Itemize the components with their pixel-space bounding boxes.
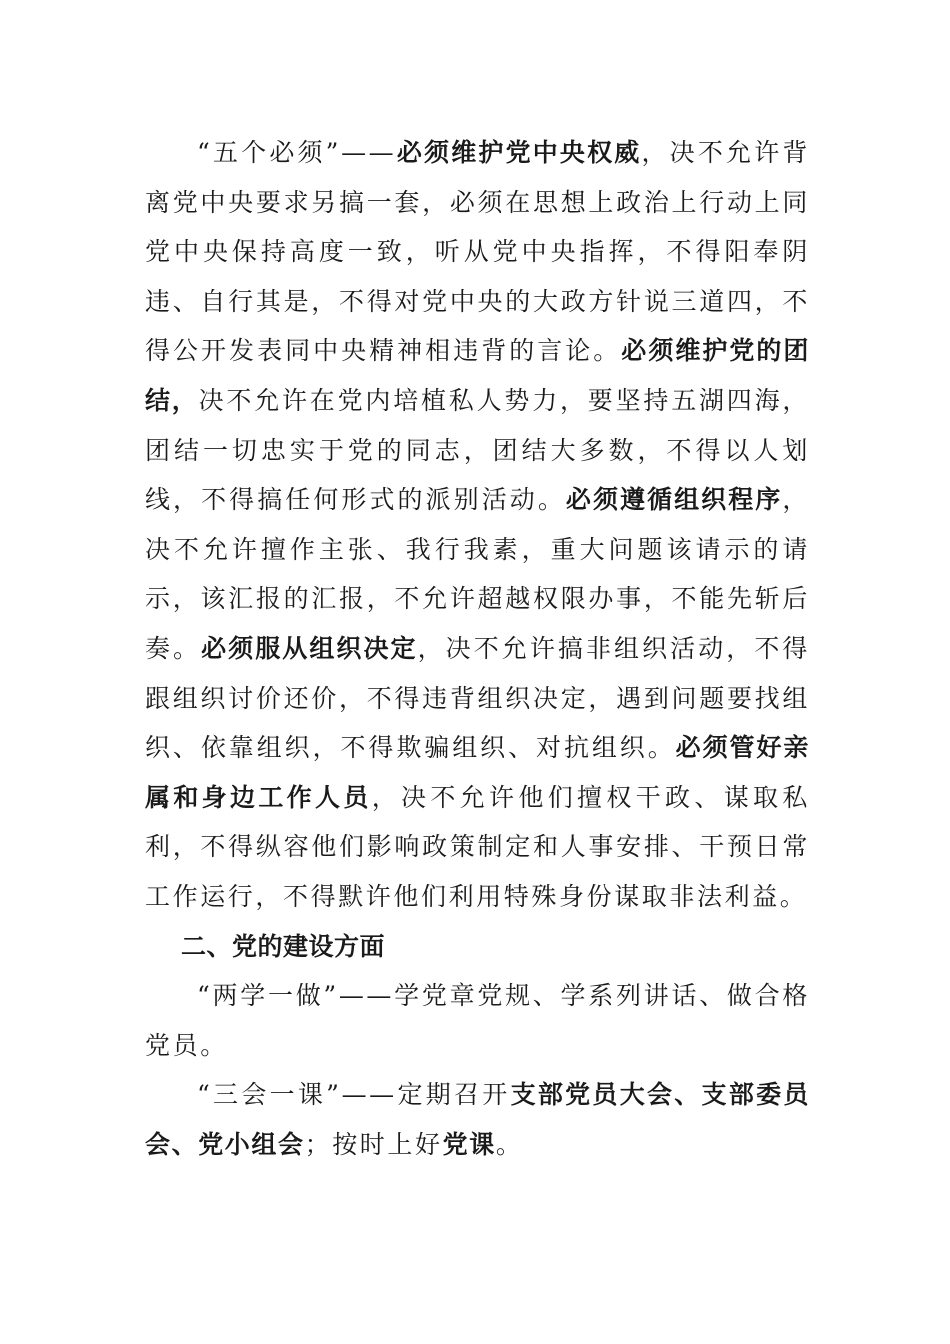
five-musts-paragraph [145,128,810,922]
paragraph-text: 决不允许在党内培植私人势力，要坚持五湖四海， 团结一切忠实于党的同志，团结大多数，不得以人划线，不得搞任何形式的派别活动。 [145,385,811,515]
paragraph-text: ，决不允许擅作主张、我行我素，重大问题该请示的请示，该汇报的汇报，不允许超越权限办事，不能先斩后奏。 [145,485,810,663]
section-heading: 二、党的建设方面 [181,931,386,961]
paragraph-text: 。 [495,1129,524,1159]
bold-phrase: 必须维护党中央权威 [396,138,642,167]
bold-phrase: 必须服从组织决定 [201,633,418,663]
two-studies-paragraph [145,971,810,1070]
bold-phrase: 必须管好亲属和身边工作人员 [145,733,810,812]
paragraph-text: ；按时上好 [304,1129,443,1159]
paragraph-text: “五个必须”—— [197,138,397,167]
three-meetings-paragraph [145,1070,810,1169]
paragraph-text: ，决不允许背离党中央要求另搞一套，必须在思想上政治上行动上同党中央保持高度一致，听从党中央指挥，不得阳奉阴违、自行其是，不得对党中央的大政方针说三道四，不得公开发表同中央精神相违背的言论。 [145,138,810,366]
bold-phrase: 必须遵循组织程序 [565,485,783,515]
bold-phrase: 党课 [442,1129,496,1159]
paragraph-text: ，决不允许他们擅权干政、谋取私利，不得纵容他们影响政策制定和人事安排、干预日常工作运行，不得默许他们利用特殊身份谋取非法利益。 [145,782,810,911]
paragraph-text: ，决不允许搞非组织活动，不得跟组织讨价还价，不得违背组织决定，遇到问题要找组织、依靠组织，不得欺骗组织、对抗组织。 [145,633,810,763]
bold-phrase: 支部党员大会、支部委员会、党小组会 [145,1080,810,1159]
paragraph-text: “三会一课”——定期召开 [197,1080,511,1110]
document-body [145,128,810,1169]
paragraph-text: “两学一做”——学党章党规、学系列讲话、做合格党员。 [145,981,810,1060]
bold-phrase: 必须维护党的团结， [145,336,811,415]
